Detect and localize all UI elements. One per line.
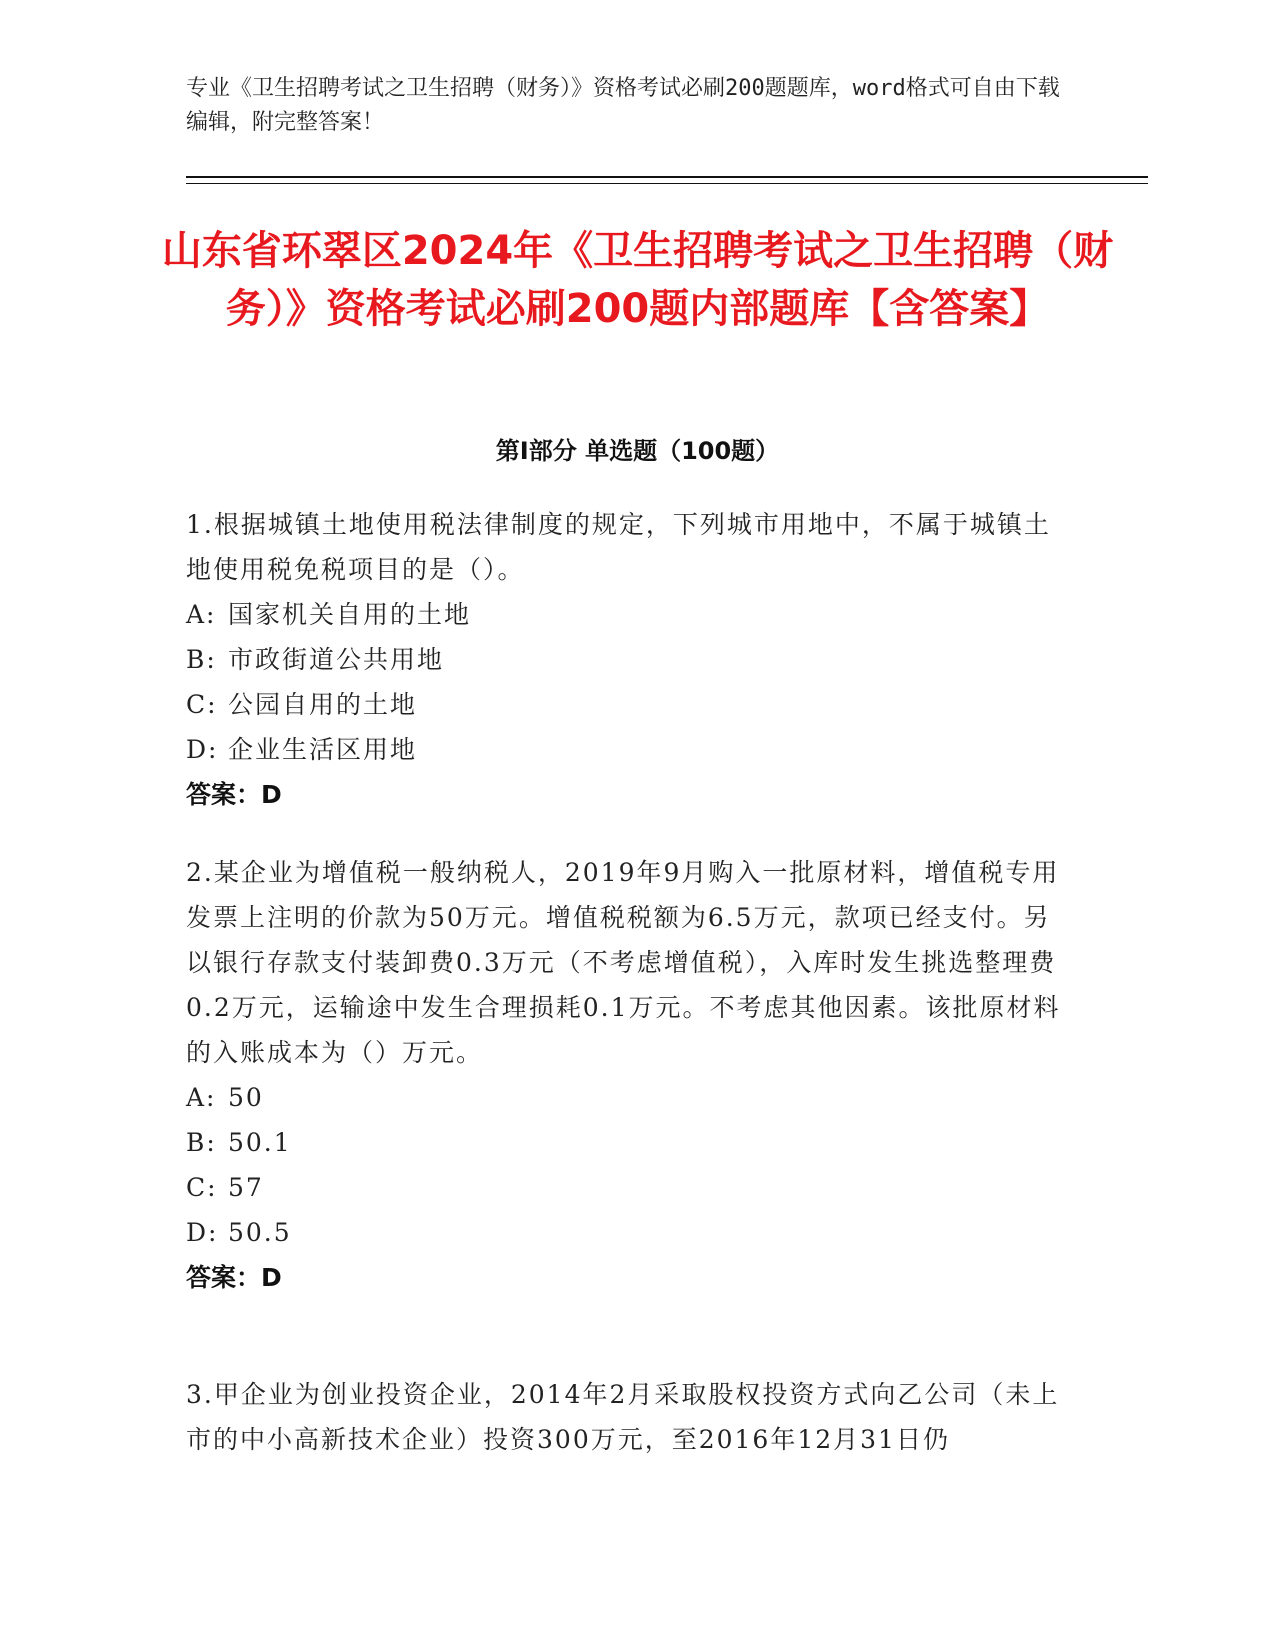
option-key: C: xyxy=(186,690,218,719)
document-title: 山东省环翠区2024年《卫生招聘考试之卫生招聘（财务）》资格考试必刷200题内部题库【含答案】 xyxy=(161,228,1114,332)
option-key: A: xyxy=(186,1083,217,1112)
header-divider-thick xyxy=(186,176,1148,178)
option-text: 50.1 xyxy=(228,1128,292,1157)
section-heading: 第Ⅰ部分 单选题（100题） xyxy=(495,437,780,465)
question-2 xyxy=(186,850,1066,1300)
option-text: 企业生活区用地 xyxy=(228,735,418,764)
option-key: C: xyxy=(186,1173,218,1202)
option-b xyxy=(186,1120,1066,1165)
question-text: 3.甲企业为创业投资企业，2014年2月采取股权投资方式向乙公司（未上市的中小高新技术企业）投资300万元，至2016年12月31日仍 xyxy=(186,1380,1060,1454)
header-divider-thin xyxy=(186,183,1148,184)
option-text: 50.5 xyxy=(228,1218,292,1247)
option-key: A: xyxy=(186,600,217,629)
question-text: 2.某企业为增值税一般纳税人，2019年9月购入一批原材料，增值税专用发票上注明的价款为50万元。增值税税额为6.5万元，款项已经支付。另以银行存款支付装卸费0.3万元（不考虑增值税），入库时发生挑选整理费0.2万元，运输途中发生合理损耗0.1万元。不考虑其他因素。该批原材料的入账成本为（）万元。 xyxy=(186,858,1061,1067)
answer: 答案：D xyxy=(186,1263,282,1292)
option-text: 国家机关自用的土地 xyxy=(228,600,472,629)
option-text: 市政街道公共用地 xyxy=(228,645,445,674)
option-text: 57 xyxy=(228,1173,264,1202)
option-key: B: xyxy=(186,645,217,674)
option-d xyxy=(186,727,1066,772)
option-a xyxy=(186,1075,1066,1120)
option-c xyxy=(186,1165,1066,1210)
option-c xyxy=(186,682,1066,727)
question-3 xyxy=(186,1372,1066,1462)
option-d xyxy=(186,1210,1066,1255)
option-b xyxy=(186,637,1066,682)
option-key: D: xyxy=(186,1218,219,1247)
option-a xyxy=(186,592,1066,637)
option-key: D: xyxy=(186,735,219,764)
header-note: 专业《卫生招聘考试之卫生招聘（财务）》资格考试必刷200题题库，word格式可自由下载编辑，附完整答案！ xyxy=(186,76,1060,135)
option-key: B: xyxy=(186,1128,217,1157)
option-text: 50 xyxy=(228,1083,264,1112)
question-text: 1.根据城镇土地使用税法律制度的规定，下列城市用地中，不属于城镇土地使用税免税项目的是（）。 xyxy=(186,510,1051,584)
answer: 答案：D xyxy=(186,780,282,809)
question-1 xyxy=(186,502,1066,817)
option-text: 公园自用的土地 xyxy=(228,690,418,719)
